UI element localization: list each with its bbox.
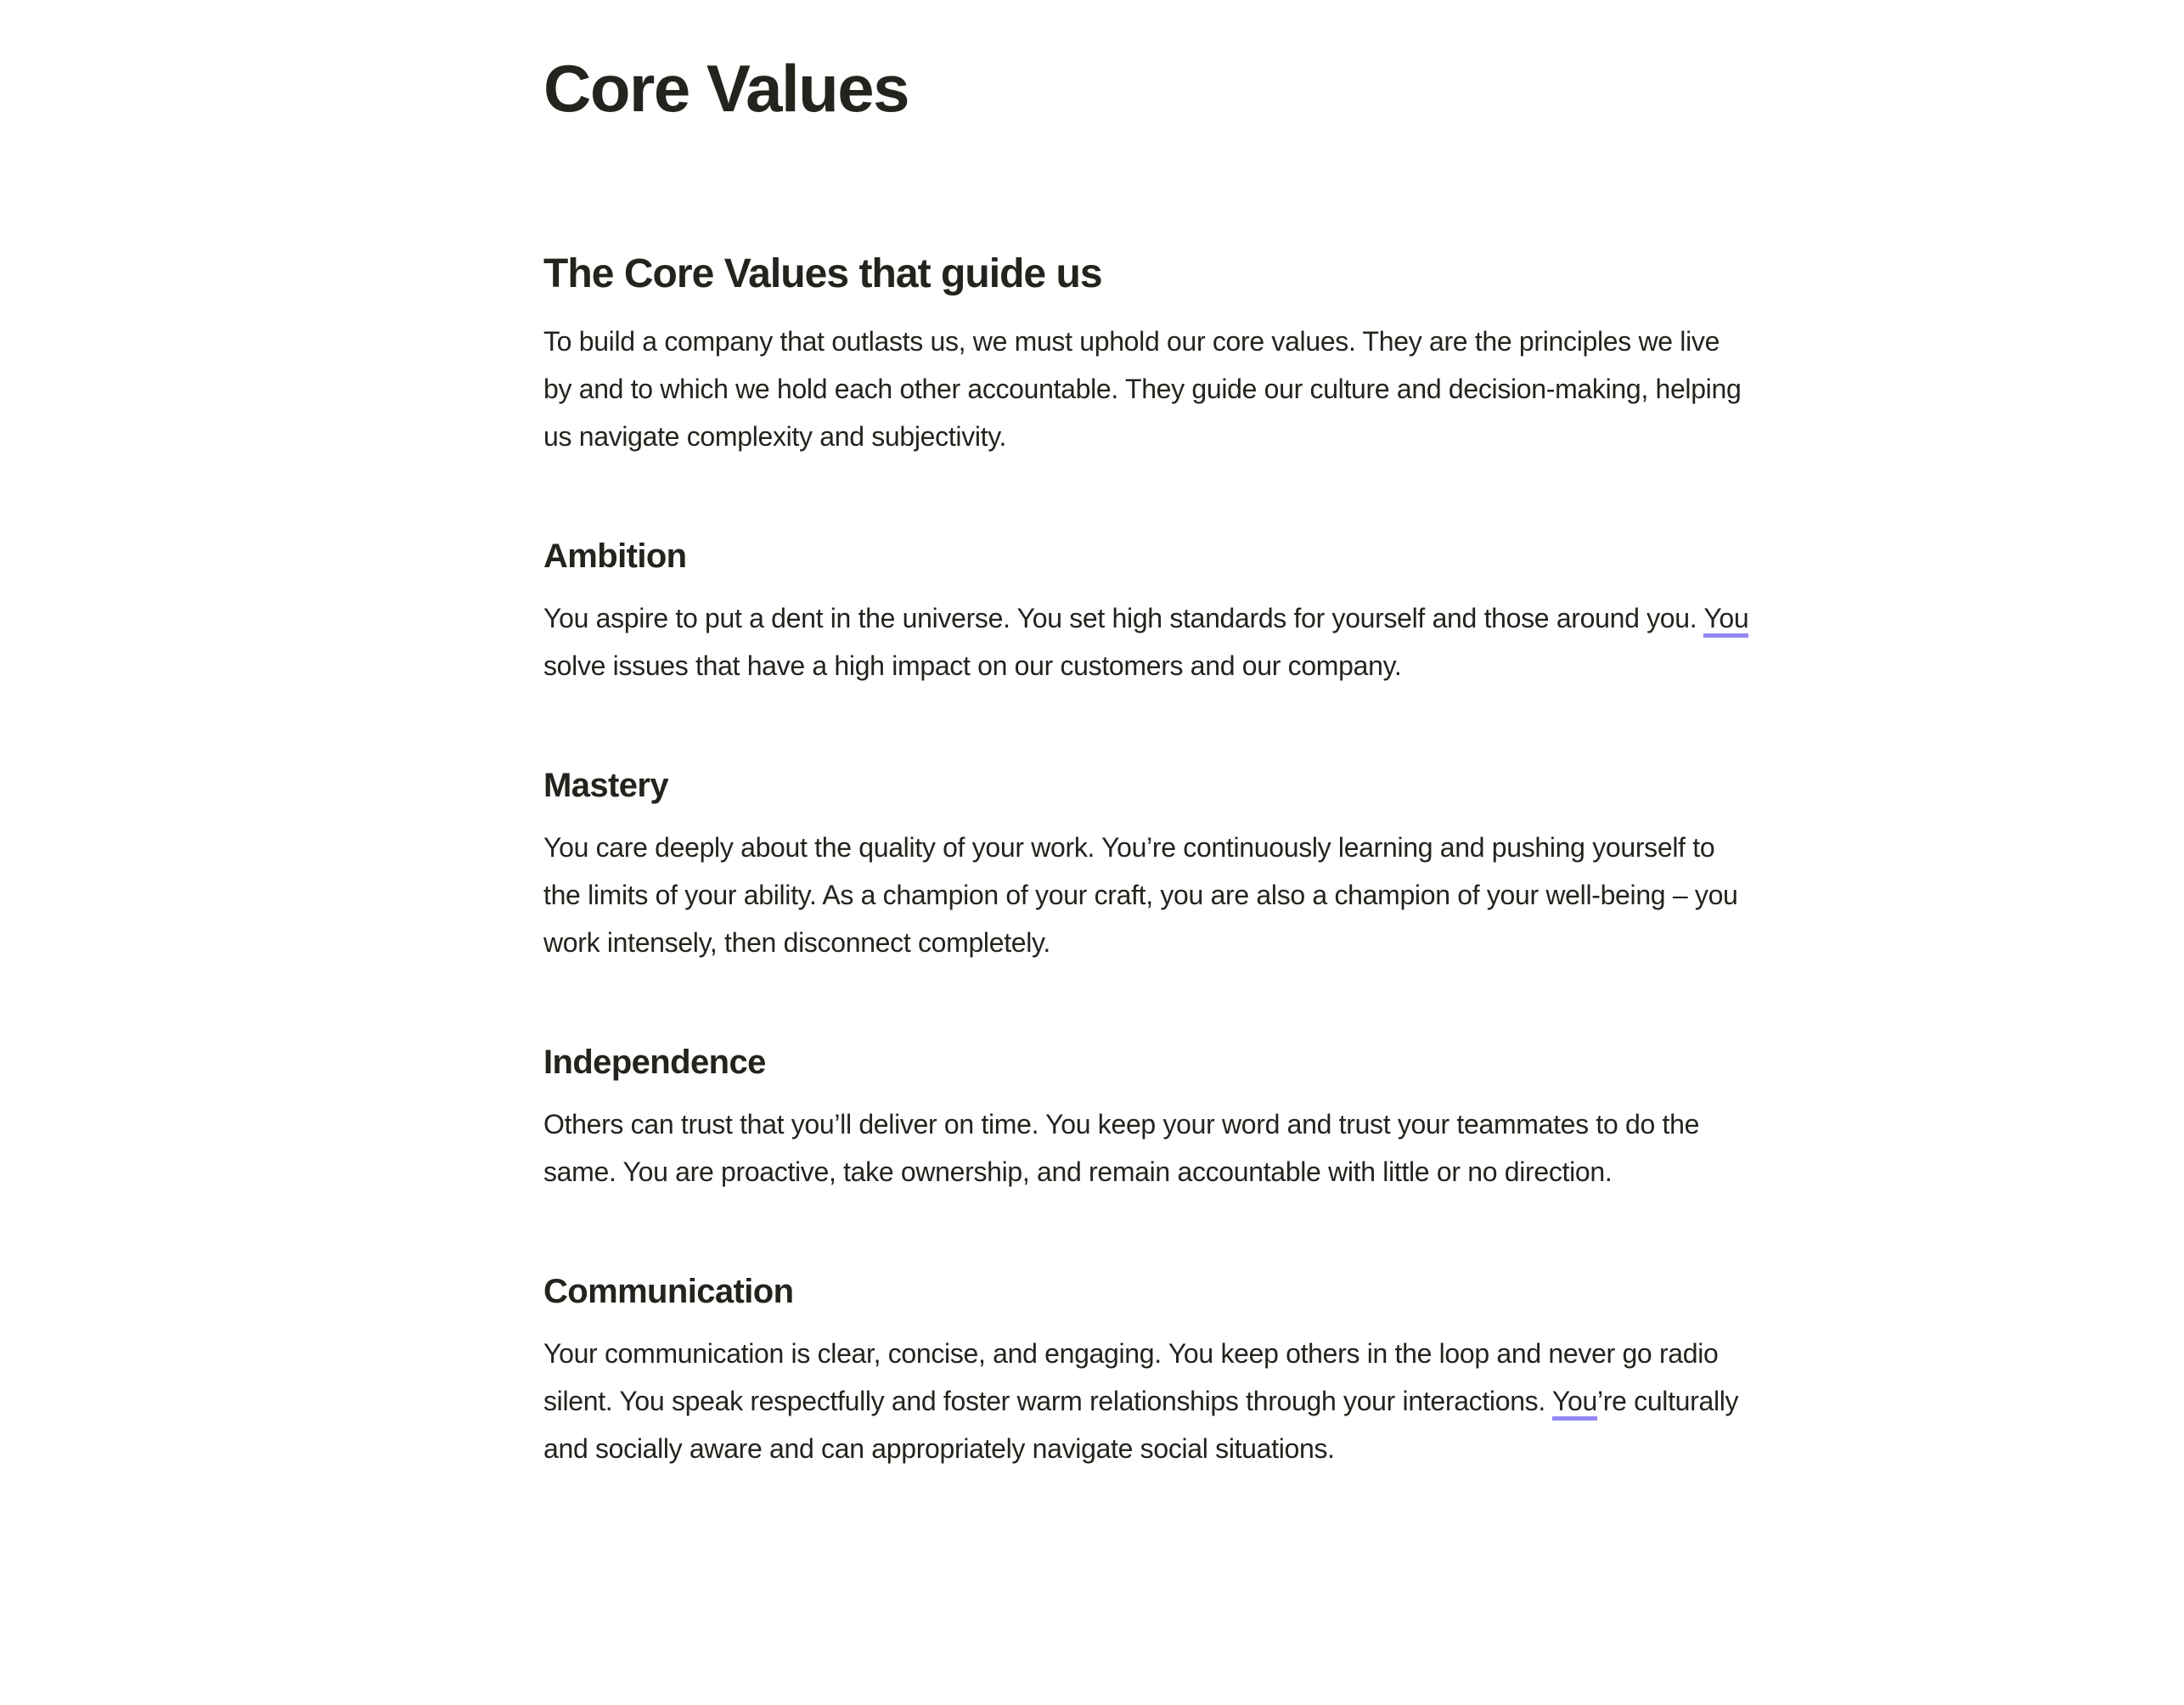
content-section bbox=[543, 1269, 1751, 1472]
text-segment: solve issues that have a high impact on our customers and our company. bbox=[543, 650, 1402, 681]
content-section bbox=[543, 763, 1751, 966]
text-segment: You aspire to put a dent in the universe. You set high standards for yourself and those around you. bbox=[543, 602, 1704, 633]
text-segment: Others can trust that you’ll deliver on time. You keep your word and trust your teammates to do the same. You are proactive, take ownership, and remain accountable with little or no direction. bbox=[543, 1108, 1700, 1187]
section-heading: The Core Values that guide us bbox=[543, 250, 1102, 296]
section-paragraph bbox=[543, 1330, 1751, 1472]
grammar-flagged-text[interactable]: You bbox=[1552, 1386, 1597, 1421]
section-heading: Communication bbox=[543, 1272, 794, 1310]
text-segment: You care deeply about the quality of your work. You’re continuously learning and pushing yourself to the limits of your ability. As a champion of your craft, you are also a champion of your well-being – you work intensely, then disconnect completely. bbox=[543, 831, 1738, 958]
section-paragraph bbox=[543, 824, 1751, 966]
section-heading: Mastery bbox=[543, 766, 668, 804]
page-title: Core Values bbox=[543, 51, 909, 126]
content-section bbox=[543, 1040, 1751, 1196]
content-section bbox=[543, 534, 1751, 689]
text-segment: Your communication is clear, concise, and engaging. You keep others in the loop and never go radio silent. You speak respectfully and foster warm relationships through your interactions. bbox=[543, 1337, 1719, 1416]
page-content bbox=[543, 248, 1751, 1472]
grammar-flagged-text[interactable]: You bbox=[1703, 603, 1748, 638]
section-heading: Independence bbox=[543, 1043, 766, 1081]
section-heading: Ambition bbox=[543, 537, 687, 575]
text-segment: To build a company that outlasts us, we must uphold our core values. They are the principles we live by and to which we hold each other accountable. They guide our culture and decision-making, helping us navigate complexity and subjectivity. bbox=[543, 325, 1742, 452]
text-segment: ’re culturally and socially aware and can appropriately navigate social situations. bbox=[543, 1385, 1739, 1464]
section-paragraph bbox=[543, 594, 1751, 689]
section-paragraph bbox=[543, 1100, 1751, 1196]
section-paragraph bbox=[543, 318, 1751, 460]
content-section bbox=[543, 248, 1751, 460]
